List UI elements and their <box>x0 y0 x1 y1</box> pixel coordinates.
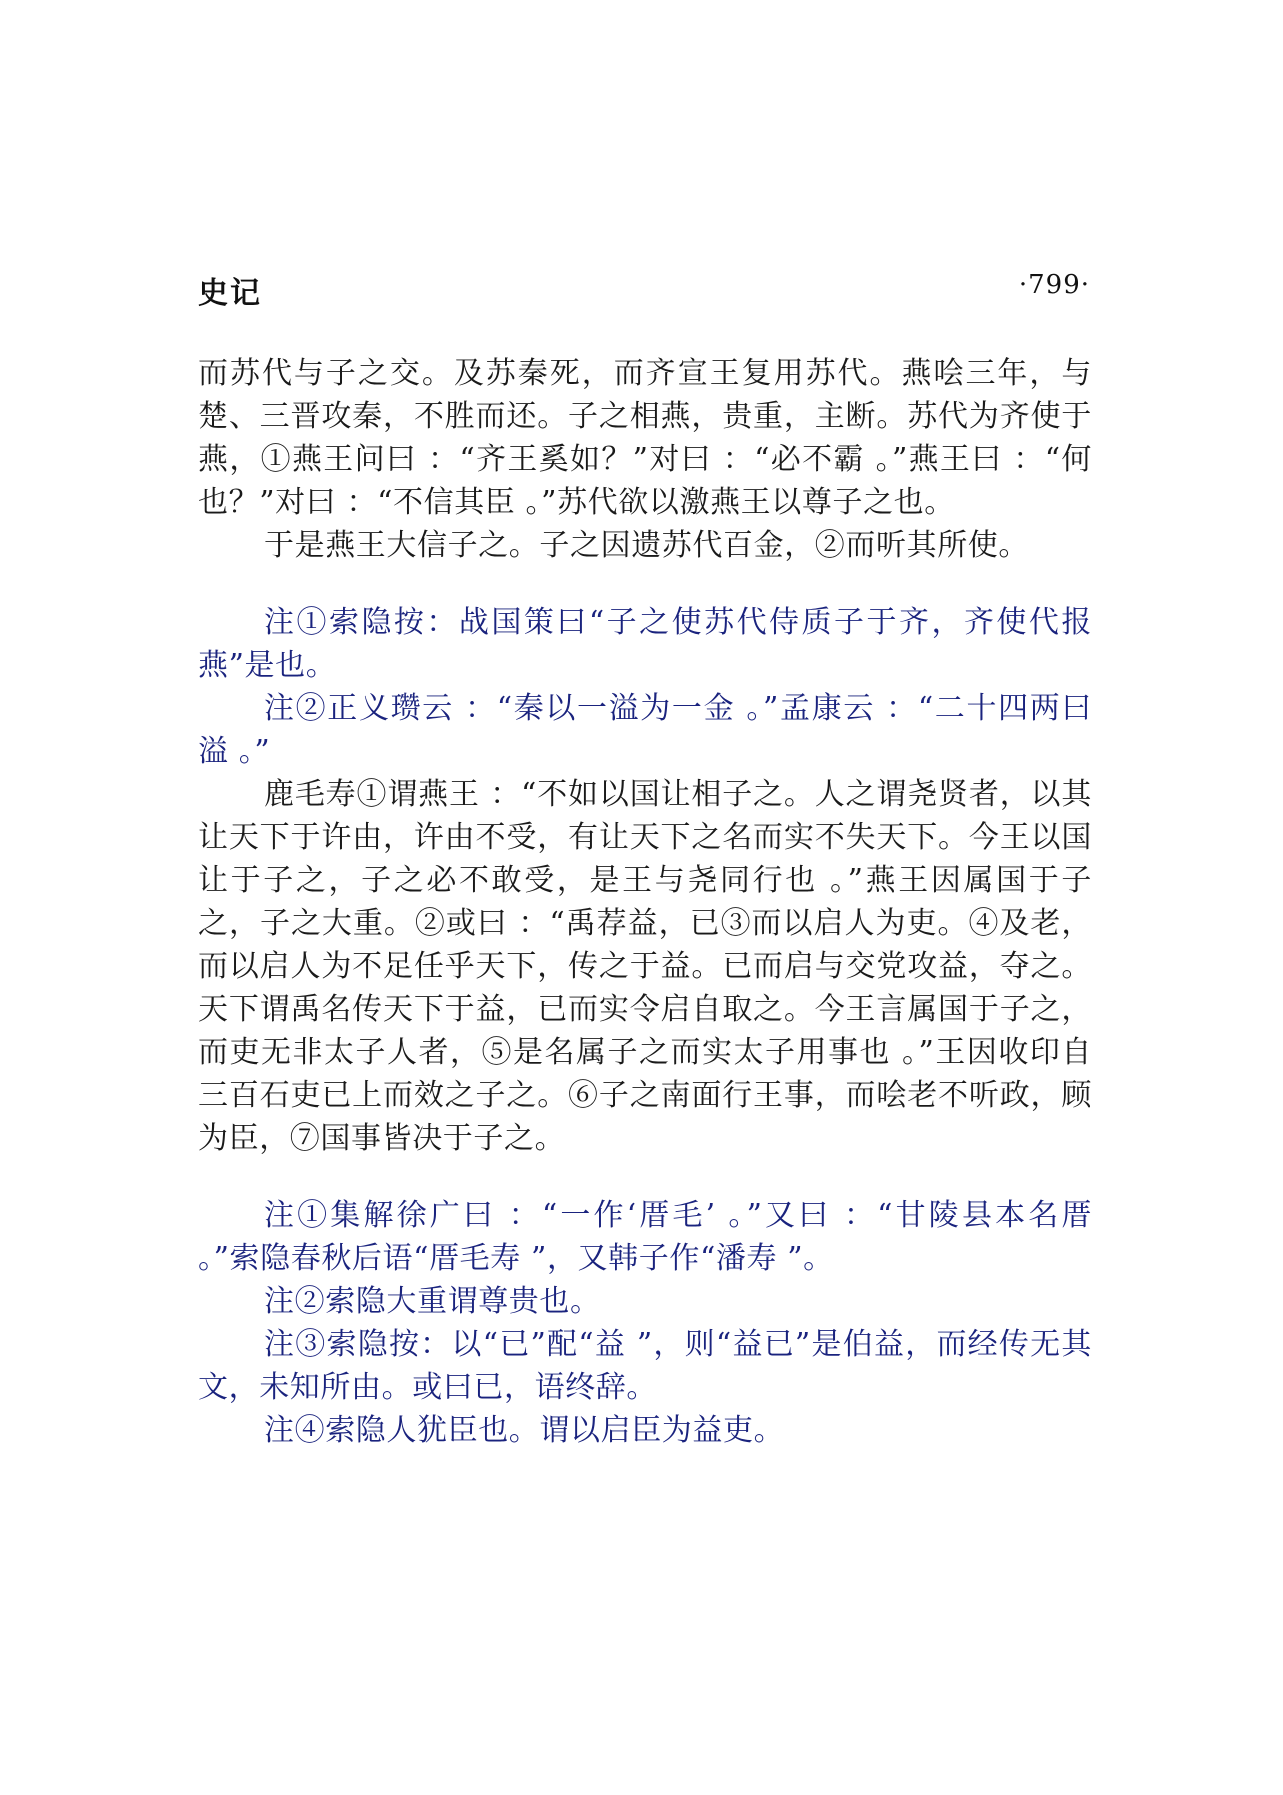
annotation-4: 注②索隐大重谓尊贵也。 <box>264 1284 601 1319</box>
page-number: ·799· <box>1018 270 1090 300</box>
book-title: 史记 <box>198 276 262 311</box>
annotation-1: 注①索隐按：战国策曰“子之使苏代侍质子于齐，齐使代报燕”是也。 <box>198 605 1092 683</box>
main-paragraph-1: 而苏代与子之交。及苏秦死，而齐宣王复用苏代。燕哙三年，与楚、三晋攻秦，不胜而还。子之相燕，贵重，主断。苏代为齐使于燕，①燕王问曰 ：“齐王奚如？”对曰 ：“必不霸 。”燕王曰 ：“何也？”对曰 ：“不信其臣 。”苏代欲以激燕王以尊子之也。 <box>198 356 1092 520</box>
section-gap <box>198 1160 1092 1194</box>
main-paragraph-3: 鹿毛寿①谓燕王 ：“不如以国让相子之。人之谓尧贤者，以其让天下于许由，许由不受，有让天下之名而实不失天下。今王以国让于子之，子之必不敢受，是王与尧同行也 。”燕王因属国于子之，子之大重。②或曰 ：“禹荐益，已③而以启人为吏。④及老，而以启人为不足任乎天下，传之于益。已而启与交党攻益，夺之。天下谓禹名传天下于益，已而实令启自取之。今王言属国于子之，而吏无非太子人者，⑤是名属子之而实太子用事也 。”王因收印自三百石吏已上而效之子之。⑥子之南面行王事，而哙老不听政，顾为臣，⑦国事皆决于子之。 <box>198 777 1092 1156</box>
section-gap <box>198 567 1092 601</box>
annotation-2: 注②正义瓒云 ：“秦以一溢为一金 。”孟康云 ：“二十四两曰溢 。” <box>198 691 1092 769</box>
annotation-5: 注③索隐按：以“已”配“益 ”，则“益已”是伯益，而经传无其文，未知所由。或曰已，语终辞。 <box>198 1327 1092 1405</box>
page-header <box>198 268 1090 312</box>
main-paragraph-2: 于是燕王大信子之。子之因遗苏代百金，②而听其所使。 <box>264 528 1029 563</box>
page-body <box>198 352 1092 1452</box>
annotation-6: 注④索隐人犹臣也。谓以启臣为益吏。 <box>264 1413 785 1448</box>
annotation-3: 注①集解徐广曰 ：“一作‘厝毛’ 。”又曰 ：“甘陵县本名厝 。”索隐春秋后语“厝毛寿 ”，又韩子作“潘寿 ”。 <box>198 1198 1092 1276</box>
